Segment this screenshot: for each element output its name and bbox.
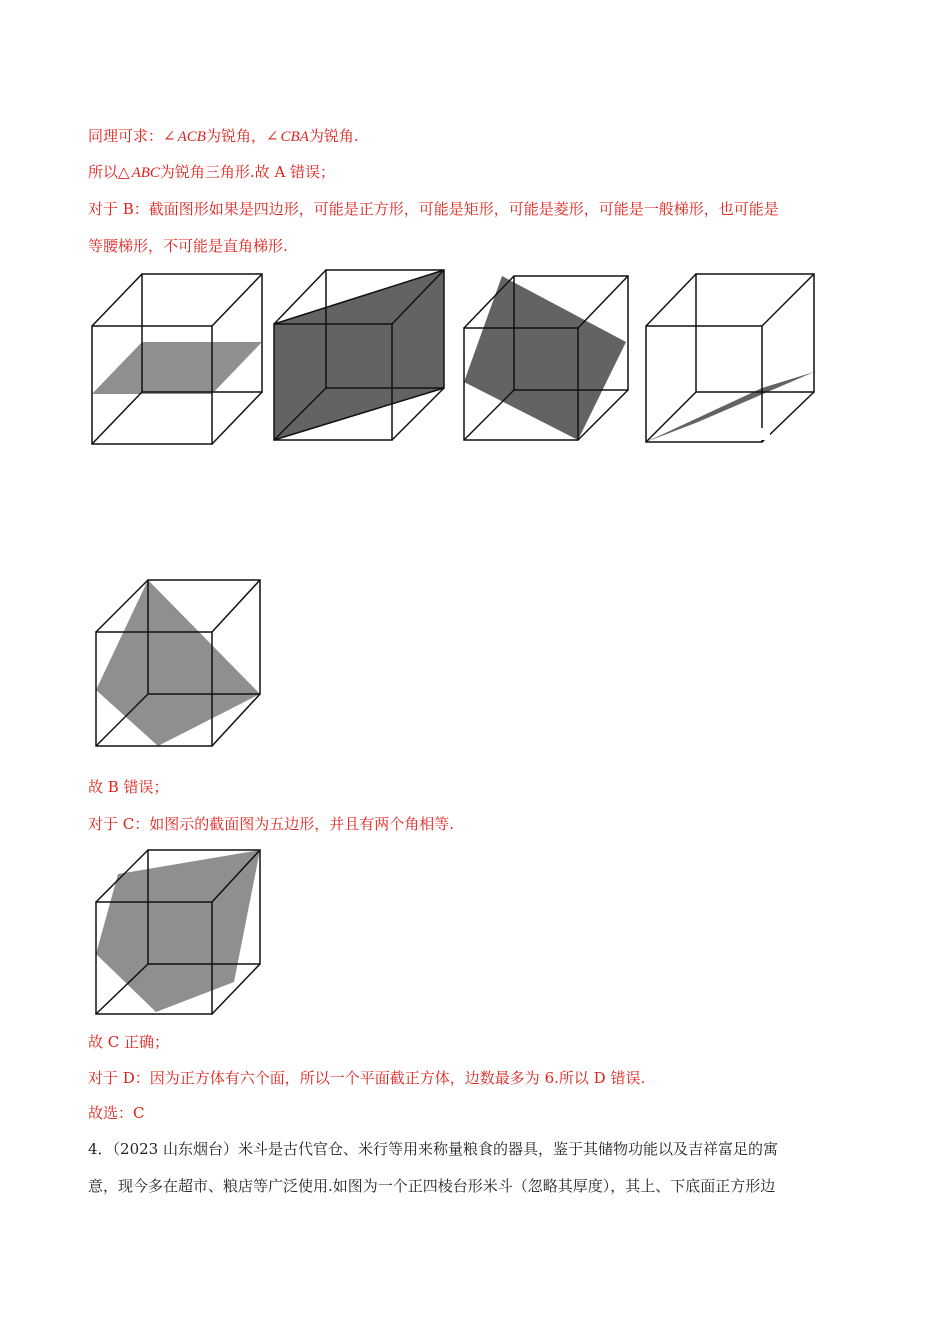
question-4-text-cont: 意，现今多在超市、粮店等广泛使用.如图为一个正四棱台形米斗（忽略其厚度），其上、下底面正方形边	[88, 1177, 776, 1195]
section-square	[92, 342, 262, 394]
angle-acb: ∠ ACB	[163, 129, 206, 145]
figure-kite-section	[92, 576, 264, 750]
option-b-analysis-cont: 等腰梯形，不可能是直角梯形.	[88, 237, 288, 255]
option-b-analysis: 对于 B：截面图形如果是四边形，可能是正方形，可能是矩形，可能是菱形，可能是一般梯形，也可能是	[88, 200, 779, 218]
line-1-middle: 为锐角，	[205, 127, 266, 145]
line-1-suffix: 为锐角.	[308, 127, 359, 145]
section-parallelogram	[646, 372, 814, 442]
figure-pentagon-section	[92, 846, 264, 1018]
line-acute-triangle	[88, 162, 335, 183]
line-1-prefix: 同理可求：	[88, 127, 164, 145]
section-pentagon	[96, 850, 260, 1012]
line-2-suffix: 为锐角三角形.故 A 错误；	[159, 163, 336, 181]
figure-square-section	[88, 270, 268, 448]
figure-parallelogram-section	[642, 270, 820, 448]
final-answer: 故选：C	[88, 1104, 145, 1122]
triangle-abc: △ ABC	[118, 165, 160, 181]
line-acute-angles	[88, 126, 359, 147]
question-4-text: 4．（2023 山东烟台）米斗是古代官仓、米行等用来称量粮食的器具，鉴于其储物功能以及吉祥富足的寓	[88, 1140, 778, 1158]
figure-rectangle-section	[268, 266, 450, 444]
option-c-conclusion: 故 C 正确；	[88, 1033, 170, 1051]
angle-cba: ∠ CBA	[265, 129, 309, 145]
option-b-conclusion: 故 B 错误；	[88, 778, 169, 796]
line-2-prefix: 所以	[88, 163, 119, 181]
figure-rhombus-section	[460, 270, 636, 446]
option-c-analysis: 对于 C：如图示的截面图为五边形，并且有两个角相等.	[88, 815, 455, 833]
option-d-analysis: 对于 D：因为正方体有六个面，所以一个平面截正方体，边数最多为 6.所以 D 错误.	[88, 1069, 646, 1087]
